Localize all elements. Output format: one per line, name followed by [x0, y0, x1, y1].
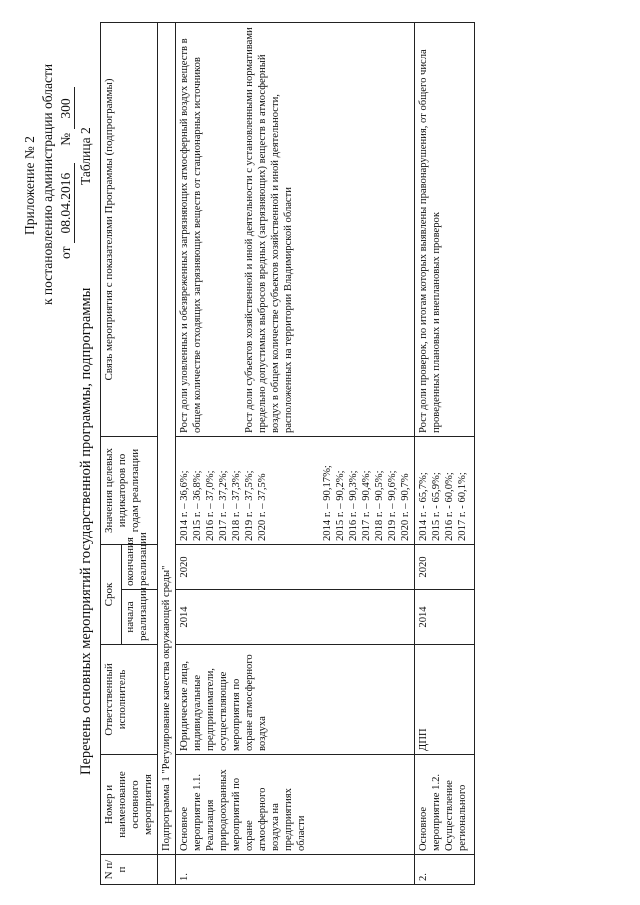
number-prefix: № — [58, 132, 73, 146]
indicator-value: 2019 г. – 90,6%; — [387, 470, 398, 541]
subprogram-title: Подпрограмма 1 "Регулирование качества окружающей среды" — [158, 23, 176, 855]
document-title: Перечень основных мероприятий государственной программы, подпрограммы — [78, 287, 94, 775]
subprogram-num-cell — [158, 855, 176, 885]
term-start: 2014 — [176, 590, 415, 645]
decree-date: 08.04.2016 — [58, 163, 75, 243]
indicator-values — [415, 437, 475, 545]
row-num: 2. — [415, 855, 475, 885]
measure-name: Основное мероприятие 1.2. Осуществление регионального — [415, 755, 475, 855]
program-link-text-b: Рост доли субъектов хозяйственной и иной деятельности с установленными нормативами предельно допустимых выбросов вредных (загрязняющих) веществ в атмосферный воздух в общем количестве субъектов хозяйственной и иной деятельности, расположенных на территории Владимирской области — [244, 27, 294, 433]
col-header-num: N п/п — [101, 855, 158, 885]
indicator-value: 2020 г. – 90,7% — [400, 473, 411, 541]
indicator-value: 2014 г. – 90,17%; — [322, 465, 333, 541]
term-end: 2020 — [176, 545, 415, 590]
col-header-term-start: начала реализации — [121, 590, 157, 645]
decree-date-line — [58, 88, 75, 260]
col-header-term-end: окончания реализации — [121, 545, 157, 590]
term-start: 2014 — [415, 590, 475, 645]
col-header-term: Срок — [101, 545, 122, 645]
date-prefix: от — [58, 246, 73, 259]
program-link: Рост доли проверок, по итогам которых выявлены правонарушения, от общего числа проведенных плановых и внеплановых проверок — [415, 23, 475, 437]
col-header-name: Номер и наименование основного мероприятия — [101, 755, 158, 855]
indicator-list-a — [178, 440, 269, 541]
indicator-value: 2017 г. - 60,1%; — [457, 472, 468, 541]
indicator-value: 2015 г. - 65,9%; — [431, 472, 442, 541]
indicator-value: 2019 г. – 37,5%; — [244, 470, 255, 541]
indicator-values — [176, 437, 415, 545]
term-end: 2020 — [415, 545, 475, 590]
decree-line: к постановлению администрации области — [40, 63, 55, 305]
measures-table — [100, 22, 475, 885]
indicator-value: 2014 г. - 65,7%; — [418, 472, 429, 541]
appendix-title: Приложение № 2 — [22, 136, 37, 235]
indicator-value: 2018 г. – 90,5%; — [374, 470, 385, 541]
decree-number: 300 — [58, 88, 75, 130]
col-header-indicators: Значения целевых индикаторов по годам реализации — [101, 437, 158, 545]
col-header-link: Связь мероприятия с показателями Программы (подпрограммы) — [101, 23, 158, 437]
table-row — [176, 23, 415, 885]
indicator-value: 2016 г. – 90,3%; — [348, 470, 359, 541]
subprogram-row — [158, 23, 176, 885]
program-link-text-a: Рост доли уловленных и обезвреженных загрязняющих атмосферный воздух веществ в общем количестве отходящих загрязняющих веществ от стационарных источников — [179, 38, 203, 433]
indicator-value: 2015 г. – 36,8%; — [192, 470, 203, 541]
program-link — [176, 23, 415, 437]
table-label: Таблица 2 — [78, 127, 93, 185]
indicator-value: 2016 г. - 60,0%; — [444, 472, 455, 541]
row-num: 1. — [176, 855, 415, 885]
measure-executor: ДПП — [415, 645, 475, 755]
indicator-value: 2020 г. – 37,5% — [257, 473, 268, 541]
indicator-value: 2018 г. – 37,3%; — [231, 470, 242, 541]
indicator-value: 2014 г. – 36,6%; — [179, 470, 190, 541]
header-row — [101, 23, 122, 885]
indicator-list-b — [321, 440, 412, 541]
indicator-value: 2016 г. – 37,0%; — [205, 470, 216, 541]
indicator-value: 2017 г. – 90,4%; — [361, 470, 372, 541]
measure-executor: Юридические лица, индивидуальные предприниматели, осуществляющие мероприятия по охране атмосферного воздуха — [176, 645, 415, 755]
indicator-value: 2017 г. – 37,2%; — [218, 470, 229, 541]
col-header-executor: Ответственный исполнитель — [101, 645, 158, 755]
indicator-value: 2015 г. – 90,2%; — [335, 470, 346, 541]
table-row — [415, 23, 475, 885]
measure-name: Основное мероприятие 1.1. Реализация природоохранных мероприятий по охране атмосферного воздуха на предприятиях области — [176, 755, 415, 855]
